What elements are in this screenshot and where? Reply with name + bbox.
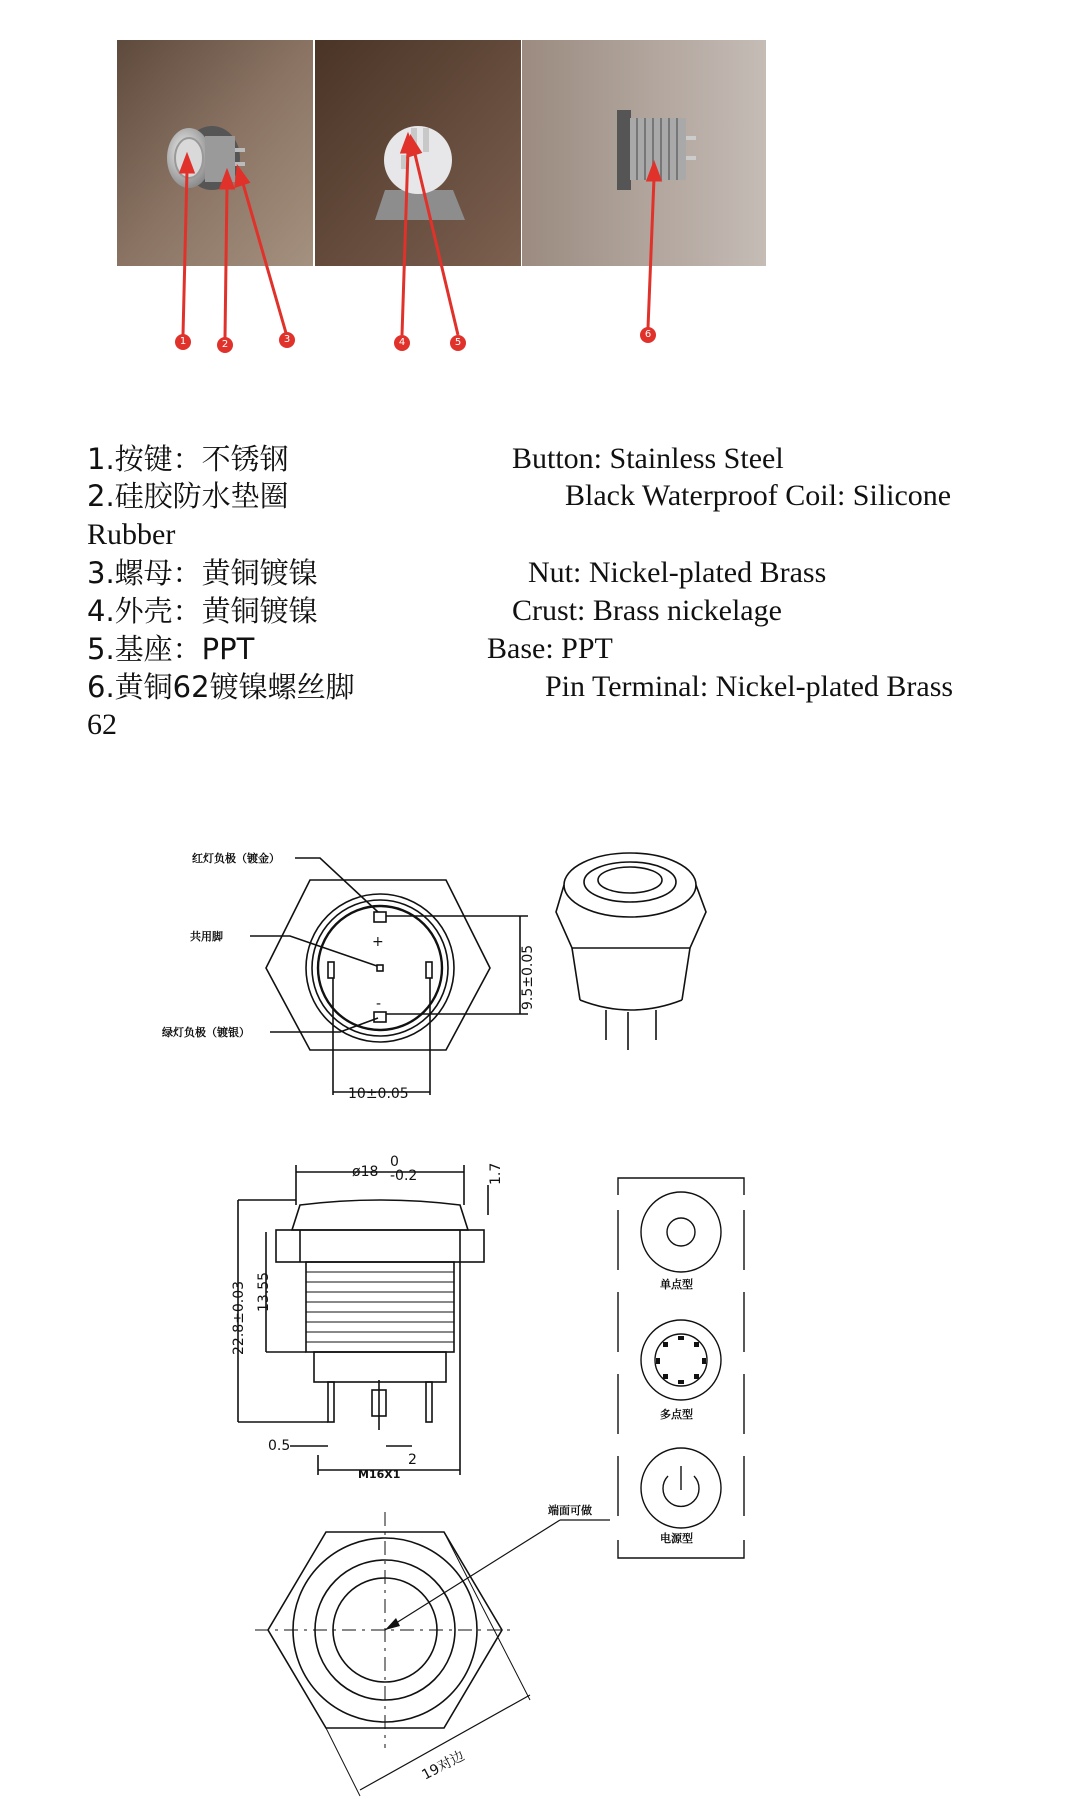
badge-1: 1 — [175, 334, 191, 350]
dim-dia-tol-top: 0 — [390, 1154, 399, 1170]
multi-point-dots — [656, 1336, 706, 1384]
spec-en-4: Crust: Brass nickelage — [512, 594, 782, 627]
photo-side-view — [522, 40, 766, 266]
spec-cn-3: 3.螺母：黄铜镀镍 — [87, 556, 318, 590]
spec-cn-6-cont: 62 — [87, 708, 117, 741]
dim-pin: 0.5 — [268, 1438, 291, 1454]
spec-cn-2: 2.硅胶防水垫圈 — [87, 479, 289, 513]
side-view — [238, 1165, 488, 1475]
badge-4: 4 — [394, 335, 410, 351]
option-box — [618, 1178, 744, 1558]
spec-cn-2-cont: Rubber — [87, 518, 176, 551]
photo-back-view — [315, 40, 521, 266]
dim-pin-gap: 2 — [408, 1452, 417, 1468]
spec-en-2: Black Waterproof Coil: Silicone — [565, 479, 952, 512]
badge-3: 3 — [279, 332, 295, 348]
label-plus: + — [372, 934, 384, 950]
badge-5: 5 — [450, 335, 466, 351]
spec-en-3: Nut: Nickel-plated Brass — [528, 556, 827, 589]
dim-across-flats: 19对边 — [419, 1747, 468, 1784]
thread-label: M16X1 — [358, 1468, 401, 1481]
photo-front-view — [117, 40, 313, 266]
dim-diameter: ø18 — [352, 1164, 379, 1180]
spec-en-6: Pin Terminal: Nickel-plated Brass — [545, 670, 954, 703]
badge-2: 2 — [217, 337, 233, 353]
dim-top: 1.7 — [488, 1162, 504, 1185]
label-power: 电源型 — [660, 1532, 693, 1545]
label-common: 共用脚 — [190, 930, 223, 943]
spec-cn-4: 4.外壳：黄铜镀镍 — [87, 594, 318, 628]
dim-height: 9.5±0.05 — [520, 944, 536, 1010]
label-customizable: 端面可做 — [548, 1504, 592, 1517]
spec-cn-5: 5.基座：PPT — [87, 632, 255, 666]
dim-thread-len: 13.55 — [256, 1271, 272, 1312]
technical-drawing — [0, 820, 1080, 1799]
dim-width: 10±0.05 — [348, 1086, 409, 1102]
label-single-point: 单点型 — [660, 1278, 693, 1291]
spec-en-1: Button: Stainless Steel — [512, 442, 784, 475]
label-multi-point: 多点型 — [660, 1408, 693, 1421]
dim-total: 22.8±0.03 — [231, 1280, 247, 1355]
bottom-front-view — [255, 1512, 610, 1796]
label-minus: - — [376, 996, 382, 1012]
label-green-negative: 绿灯负极（镀银） — [162, 1026, 250, 1039]
isometric-view — [556, 853, 706, 1050]
label-red-negative: 红灯负极（镀金） — [192, 852, 280, 865]
badge-6: 6 — [640, 327, 656, 343]
spec-cn-1: 1.按键：不锈钢 — [87, 442, 289, 476]
spec-en-5: Base: PPT — [487, 632, 613, 665]
dim-dia-tol-bottom: -0.2 — [390, 1168, 418, 1184]
spec-cn-6: 6.黄铜62镀镍螺丝脚 — [87, 670, 355, 704]
